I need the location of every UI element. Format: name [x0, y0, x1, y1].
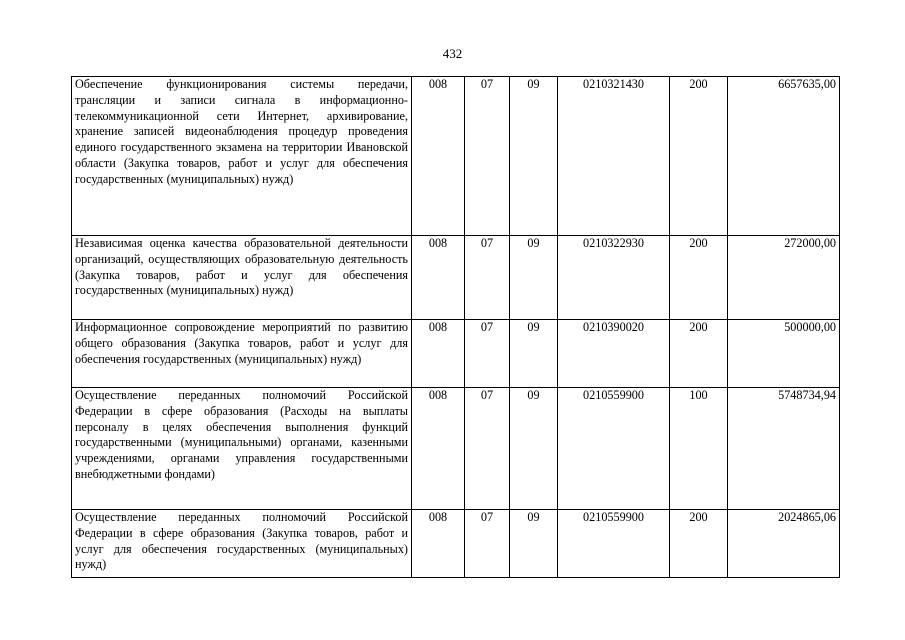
target-article-code: 0210390020: [558, 320, 670, 388]
table-row: [72, 77, 840, 236]
amount-value: 2024865,06: [728, 510, 840, 578]
table-row: [72, 236, 840, 320]
section-code: 07: [465, 510, 510, 578]
section-code: 07: [465, 77, 510, 236]
subsection-code: 09: [510, 236, 558, 320]
section-code: 07: [465, 236, 510, 320]
row-description: Обеспечение функционирования системы передачи, трансляции и записи сигнала в информационно-телекоммуникационной сети Интернет, архивирование, хранение записей видеонаблюдения процедур проведения единого государственного экзамена на территории Ивановской области (Закупка товаров, работ и услуг для обеспечения государственных (муниципальных) нужд): [72, 77, 412, 236]
target-article-code: 0210321430: [558, 77, 670, 236]
row-description: Осуществление переданных полномочий Российской Федерации в сфере образования (Закупка товаров, работ и услуг для обеспечения государственных (муниципальных) нужд): [72, 510, 412, 578]
row-description: Независимая оценка качества образовательной деятельности организаций, осуществляющих образовательную деятельность (Закупка товаров, работ и услуг для обеспечения государственных (муниципальных) нужд): [72, 236, 412, 320]
section-code: 07: [465, 320, 510, 388]
expense-type-code: 200: [670, 320, 728, 388]
section-code: 07: [465, 388, 510, 510]
table-row: [72, 510, 840, 578]
subsection-code: 09: [510, 510, 558, 578]
page-number: 432: [442, 46, 463, 61]
expense-type-code: 200: [670, 510, 728, 578]
target-article-code: 0210322930: [558, 236, 670, 320]
amount-value: 500000,00: [728, 320, 840, 388]
ministry-code: 008: [412, 77, 465, 236]
amount-value: 6657635,00: [728, 77, 840, 236]
subsection-code: 09: [510, 388, 558, 510]
budget-table: [71, 76, 840, 578]
ministry-code: 008: [412, 236, 465, 320]
table-row: [72, 320, 840, 388]
row-description: Осуществление переданных полномочий Российской Федерации в сфере образования (Расходы на выплаты персоналу в целях обеспечения выполнения функций государственными (муниципальными) органами, казенными учреждениями, органами управления государственными внебюджетными фондами): [72, 388, 412, 510]
expense-type-code: 200: [670, 236, 728, 320]
target-article-code: 0210559900: [558, 388, 670, 510]
subsection-code: 09: [510, 320, 558, 388]
table-row: [72, 388, 840, 510]
expense-type-code: 200: [670, 77, 728, 236]
ministry-code: 008: [412, 320, 465, 388]
subsection-code: 09: [510, 77, 558, 236]
amount-value: 272000,00: [728, 236, 840, 320]
expense-type-code: 100: [670, 388, 728, 510]
row-description: Информационное сопровождение мероприятий по развитию общего образования (Закупка товаров, работ и услуг для обеспечения государственных (муниципальных) нужд): [72, 320, 412, 388]
ministry-code: 008: [412, 388, 465, 510]
target-article-code: 0210559900: [558, 510, 670, 578]
amount-value: 5748734,94: [728, 388, 840, 510]
ministry-code: 008: [412, 510, 465, 578]
